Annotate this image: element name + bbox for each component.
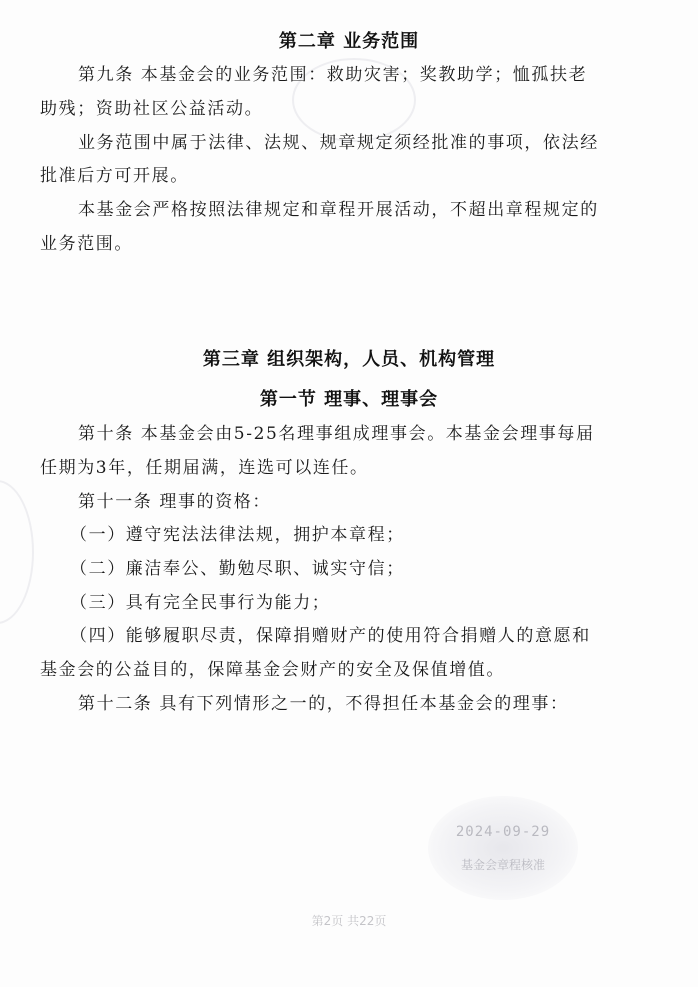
- list-item-line: （一）遵守宪法法律法规，拥护本章程；: [70, 525, 405, 545]
- paragraph-line: 任期为3年，任期届满，连选可以连任。: [40, 458, 369, 478]
- approval-stamp: [428, 796, 578, 900]
- stamp-text: 基金会章程核准: [460, 858, 545, 872]
- page-number: 第2页 共22页: [311, 914, 387, 928]
- chapter-3-title: 第三章 组织架构，人员、机构管理: [202, 349, 496, 370]
- paragraph-line: 第十一条 理事的资格：: [78, 492, 272, 512]
- list-item-line: （四）能够履职尽责，保障捐赠财产的使用符合捐赠人的意愿和: [70, 626, 591, 646]
- paragraph-line: 基金会的公益目的，保障基金会财产的安全及保值增值。: [40, 660, 505, 680]
- section-1-title: 第一节 理事、理事会: [259, 389, 439, 410]
- paragraph-line: 第九条 本基金会的业务范围：救助灾害；奖教助学；恤孤扶老: [78, 65, 588, 85]
- paragraph-line: 第十条 本基金会由5-25名理事组成理事会。本基金会理事每届: [78, 424, 595, 444]
- list-item-line: （三）具有完全民事行为能力；: [70, 593, 331, 613]
- stamp-date: 2024-09-29: [455, 824, 551, 840]
- chapter-2-title: 第二章 业务范围: [278, 31, 420, 52]
- paragraph-line: 业务范围中属于法律、法规、规章规定须经批准的事项，依法经: [78, 133, 599, 153]
- list-item-line: （二）廉洁奉公、勤勉尽职、诚实守信；: [70, 559, 405, 579]
- background-seal-mark: [0, 480, 34, 624]
- paragraph-line: 业务范围。: [40, 234, 133, 254]
- paragraph-line: 本基金会严格按照法律规定和章程开展活动，不超出章程规定的: [78, 200, 599, 220]
- paragraph-line: 批准后方可开展。: [40, 166, 189, 186]
- paragraph-line: 第十二条 具有下列情形之一的，不得担任本基金会的理事：: [78, 694, 569, 714]
- paragraph-line: 助残；资助社区公益活动。: [40, 99, 264, 119]
